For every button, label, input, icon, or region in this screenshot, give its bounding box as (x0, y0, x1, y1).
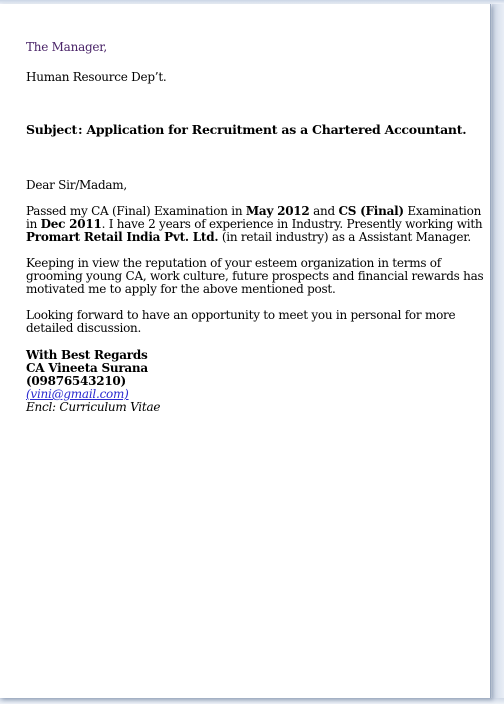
document-right-gutter (492, 4, 504, 704)
greeting: Dear Sir/Madam, (26, 178, 127, 192)
para1-bold-3: Dec 2011 (40, 217, 102, 231)
para1-text-4: . I have 2 years of experience in Industry. Presently working with (101, 217, 483, 231)
para1-text-1: Passed my CA (Final) Examination in (26, 204, 246, 218)
paragraph-motivation: Keeping in view the reputation of your esteem organization in terms of grooming young CA, work culture, future prospects and financial rewards has motivated me to apply for the above mentioned post. (26, 256, 484, 296)
paragraph-closing: Looking forward to have an opportunity to meet you in personal for more detailed discussion. (26, 308, 456, 335)
enclosure-note: Encl: Curriculum Vitae (26, 400, 161, 414)
para1-bold-2: CS (Final) (338, 204, 404, 218)
paragraph-qualifications (26, 205, 486, 244)
document-bottom-gutter (0, 698, 504, 704)
signature-name: CA Vineeta Surana (26, 361, 148, 375)
subject-text: : Application for Recruitment as a Chartered Accountant. (78, 122, 467, 137)
document-page[interactable] (0, 4, 491, 698)
signature-phone: (09876543210) (26, 374, 126, 388)
signature-closing: With Best Regards (26, 348, 148, 362)
subject-label: Subject (26, 122, 77, 137)
department: Human Resource Dep’t. (26, 70, 167, 84)
addressee: The Manager, (26, 40, 107, 54)
para1-text-2: and (309, 204, 339, 218)
para1-bold-4: Promart Retail India Pvt. Ltd. (26, 230, 219, 244)
para1-bold-1: May 2012 (245, 204, 310, 218)
letter-body (26, 41, 486, 414)
para1-text-3: Examination in (26, 204, 482, 231)
subject-line (26, 123, 486, 136)
signature-block (26, 349, 486, 414)
signature-email-link[interactable]: (vini@gmail.com) (26, 387, 129, 401)
para1-text-5: (in retail industry) as a Assistant Manager. (218, 230, 471, 244)
